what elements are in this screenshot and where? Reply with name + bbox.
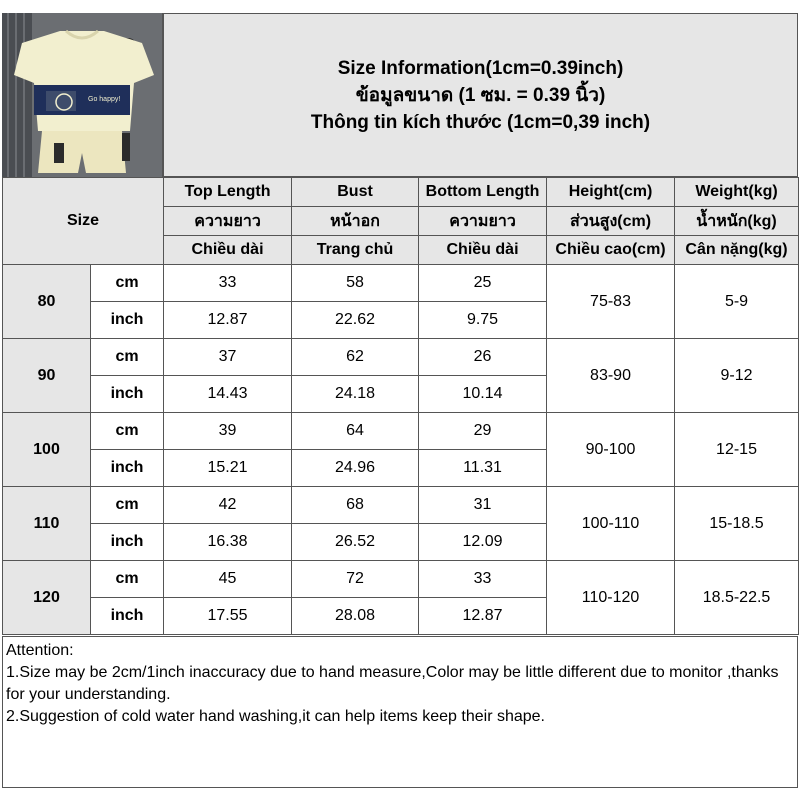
bust-inch: 24.96 bbox=[292, 450, 419, 487]
bust-cm: 62 bbox=[292, 339, 419, 376]
top-length-cm: 45 bbox=[164, 561, 292, 598]
top-length-cm: 37 bbox=[164, 339, 292, 376]
col-header-bust-vi: Trang chủ bbox=[292, 236, 419, 265]
unit-cm: cm bbox=[91, 265, 164, 302]
size-label: 120 bbox=[3, 561, 91, 635]
col-header-height-th: ส่วนสูง(cm) bbox=[547, 207, 675, 236]
col-header-height-vi: Chiều cao(cm) bbox=[547, 236, 675, 265]
attention-note-2: 2.Suggestion of cold water hand washing,it can help items keep their shape. bbox=[6, 708, 545, 725]
size-label: 100 bbox=[3, 413, 91, 487]
unit-cm: cm bbox=[91, 561, 164, 598]
weight-range: 18.5-22.5 bbox=[675, 561, 799, 635]
attention-title: Attention: bbox=[6, 642, 74, 659]
size-info-header bbox=[163, 13, 798, 177]
weight-range: 15-18.5 bbox=[675, 487, 799, 561]
product-illustration bbox=[2, 13, 162, 177]
unit-inch: inch bbox=[91, 524, 164, 561]
weight-range: 12-15 bbox=[675, 413, 799, 487]
bust-inch: 26.52 bbox=[292, 524, 419, 561]
bust-cm: 58 bbox=[292, 265, 419, 302]
col-header-bottom-length-th: ความยาว bbox=[419, 207, 547, 236]
top-length-cm: 39 bbox=[164, 413, 292, 450]
unit-inch: inch bbox=[91, 376, 164, 413]
header-title-en: Size Information(1cm=0.39inch) bbox=[337, 57, 624, 79]
shirt-print-text: Go happy! bbox=[88, 96, 121, 103]
top-length-cm: 33 bbox=[164, 265, 292, 302]
bottom-length-inch: 9.75 bbox=[419, 302, 547, 339]
col-header-bottom-length: Bottom Length bbox=[419, 178, 547, 207]
size-column-header: Size bbox=[3, 178, 164, 265]
top-length-inch: 16.38 bbox=[164, 524, 292, 561]
bust-cm: 68 bbox=[292, 487, 419, 524]
table-row bbox=[3, 561, 799, 598]
size-label: 90 bbox=[3, 339, 91, 413]
bust-cm: 72 bbox=[292, 561, 419, 598]
height-range: 75-83 bbox=[547, 265, 675, 339]
bottom-length-inch: 12.87 bbox=[419, 598, 547, 635]
size-table bbox=[2, 177, 799, 635]
unit-inch: inch bbox=[91, 598, 164, 635]
unit-cm: cm bbox=[91, 339, 164, 376]
height-range: 90-100 bbox=[547, 413, 675, 487]
unit-cm: cm bbox=[91, 487, 164, 524]
table-row bbox=[3, 487, 799, 524]
top-length-inch: 12.87 bbox=[164, 302, 292, 339]
col-header-weight-vi: Cân nặng(kg) bbox=[675, 236, 799, 265]
unit-cm: cm bbox=[91, 413, 164, 450]
height-range: 83-90 bbox=[547, 339, 675, 413]
weight-range: 5-9 bbox=[675, 265, 799, 339]
bust-inch: 22.62 bbox=[292, 302, 419, 339]
header-title-th: ข้อมูลขนาด (1 ซม. = 0.39 นิ้ว) bbox=[355, 84, 606, 106]
top-length-inch: 17.55 bbox=[164, 598, 292, 635]
top-length-inch: 15.21 bbox=[164, 450, 292, 487]
col-header-height: Height(cm) bbox=[547, 178, 675, 207]
size-label: 110 bbox=[3, 487, 91, 561]
product-photo bbox=[2, 13, 163, 177]
top-length-cm: 42 bbox=[164, 487, 292, 524]
unit-inch: inch bbox=[91, 450, 164, 487]
bottom-length-inch: 12.09 bbox=[419, 524, 547, 561]
bust-inch: 24.18 bbox=[292, 376, 419, 413]
bottom-length-cm: 26 bbox=[419, 339, 547, 376]
bottom-length-inch: 11.31 bbox=[419, 450, 547, 487]
header-title-vi: Thông tin kích thước (1cm=0,39 inch) bbox=[310, 111, 651, 133]
col-header-weight: Weight(kg) bbox=[675, 178, 799, 207]
col-header-top-length-vi: Chiều dài bbox=[164, 236, 292, 265]
bottom-length-cm: 29 bbox=[419, 413, 547, 450]
height-range: 100-110 bbox=[547, 487, 675, 561]
bottom-length-cm: 25 bbox=[419, 265, 547, 302]
col-header-top-length: Top Length bbox=[164, 178, 292, 207]
top-length-inch: 14.43 bbox=[164, 376, 292, 413]
bottom-length-cm: 33 bbox=[419, 561, 547, 598]
table-row bbox=[3, 339, 799, 376]
height-range: 110-120 bbox=[547, 561, 675, 635]
attention-note-1: 1.Size may be 2cm/1inch inaccuracy due to hand measure,Color may be little different due to monitor ,thanks for your understanding. bbox=[6, 664, 779, 703]
bust-inch: 28.08 bbox=[292, 598, 419, 635]
table-row bbox=[3, 265, 799, 302]
col-header-bottom-length-vi: Chiều dài bbox=[419, 236, 547, 265]
attention-notes bbox=[2, 636, 798, 788]
unit-inch: inch bbox=[91, 302, 164, 339]
bottom-length-inch: 10.14 bbox=[419, 376, 547, 413]
col-header-bust: Bust bbox=[292, 178, 419, 207]
bust-cm: 64 bbox=[292, 413, 419, 450]
size-label: 80 bbox=[3, 265, 91, 339]
header-row-en bbox=[3, 178, 799, 207]
col-header-bust-th: หน้าอก bbox=[292, 207, 419, 236]
bottom-length-cm: 31 bbox=[419, 487, 547, 524]
weight-range: 9-12 bbox=[675, 339, 799, 413]
col-header-top-length-th: ความยาว bbox=[164, 207, 292, 236]
col-header-weight-th: น้ำหนัก(kg) bbox=[675, 207, 799, 236]
table-row bbox=[3, 413, 799, 450]
